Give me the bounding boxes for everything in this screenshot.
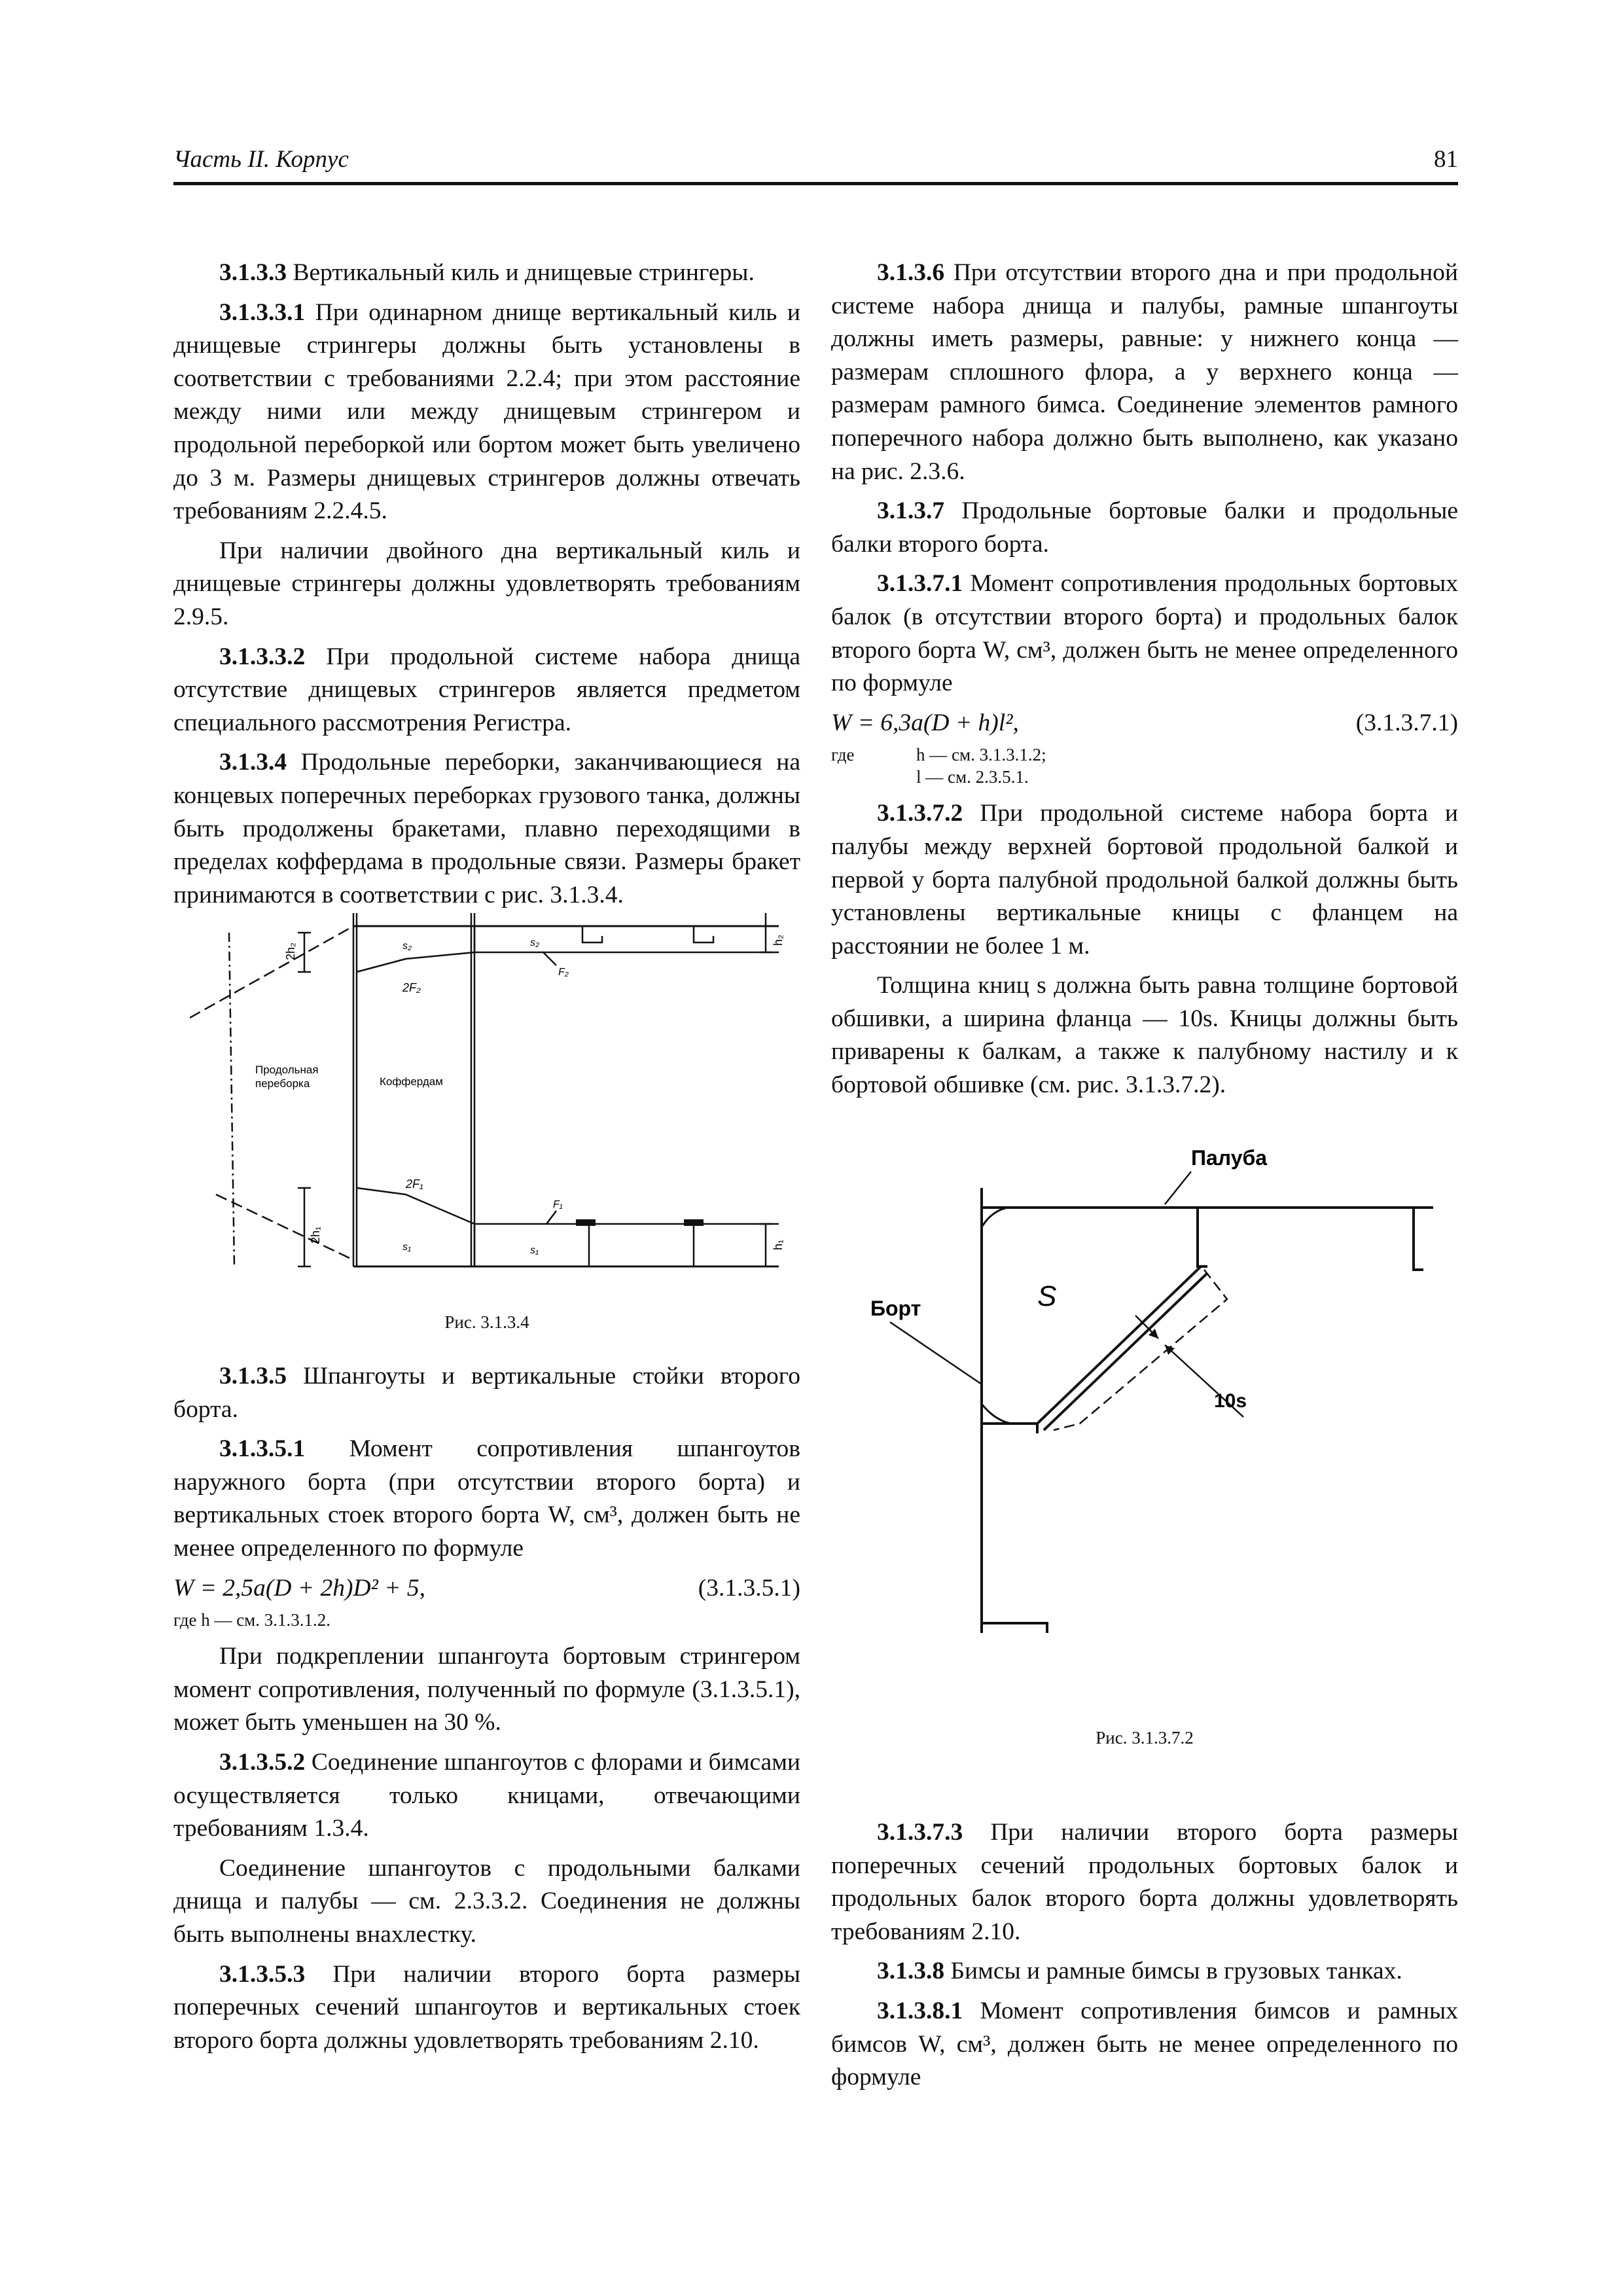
paragraph: 3.1.3.8 Бимсы и рамные бимсы в грузовых танках. [877,1958,1402,1985]
formula-reference: (3.1.3.7.1) [1355,709,1458,736]
label-side-shell: Борт [870,1297,921,1320]
label-10s: 10s [1214,1390,1247,1412]
formula-expression: W = 6,3a(D + h)l², [831,709,1019,736]
running-title: Часть II. Корпус [173,146,349,173]
figure-cofferdam-diagram [190,913,798,1280]
label-s: S [1037,1280,1057,1312]
left-column-bottom [173,1360,800,2064]
paragraph: 3.1.3.5.1 Момент сопротивления шпангоутов наружного борта (при отсутствии второго борта) и вертикальных стоек второго борта W, см³, должен быть не менее определенного по формуле [173,1435,800,1562]
page-header [173,143,1458,185]
paragraph: 3.1.3.7.2 При продольной системе набора борта и палубы между верхней бортовой продольной балкой и первой у борта палубной продольной балкой должны быть установлены вертикальные кницы с фланцем на расстоянии не более 1 м. [831,800,1458,960]
label-longitudinal-bulkhead: переборка [255,1077,310,1090]
paragraph: 3.1.3.4 Продольные переборки, заканчивающиеся на концевых поперечных переборках грузового танка, должны быть продолжены бракетами, плавно переходящими в пределах коффердама в продольные связи. Размеры бракет принимаются в соответствии с рис. 3.1.3.4. [173,749,800,908]
label-deck: Палуба [1191,1146,1268,1170]
paragraph: 3.1.3.5.2 Соединение шпангоутов с флорами и бимсами осуществляется только кницами, отвечающими требованиям 1.3.4. [173,1748,800,1842]
formula-legend: где h — см. 3.1.3.1.2; l — см. 2.3.5.1. [831,745,1046,787]
label-s2: s₂ [402,941,412,952]
formula [173,1572,800,1605]
paragraph: 3.1.3.3.1 При одинарном днище вертикальный киль и днищевые стрингеры должны быть установлены в соответствии с требованиями 2.2.4; при этом расстояние между ними или между днищевым стрингером и продольной переборкой или бортом может быть увеличено до 3 м. Размеры днищевых стрингеров должны отвечать требованиям 2.2.4.5. [173,298,800,525]
formula-reference: (3.1.3.5.1) [698,1574,800,1602]
paragraph: Толщина книц s должна быть равна толщине бортовой обшивки, а ширина фланца — 10s. Кницы должны быть приварены к балкам, а также к палубному настилу и к бортовой обшивке (см. рис. 3.1.3.7.2). [831,972,1458,1099]
formula-expression: W = 2,5a(D + 2h)D² + 5, [173,1574,426,1602]
paragraph: Соединение шпангоутов с продольными балками днища и палубы — см. 2.3.3.2. Соединения не должны быть выполнены внахлестку. [173,1854,800,1948]
right-column-bottom [831,1816,1458,2101]
label-s2: s₂ [530,937,540,948]
figure-caption: Рис. 3.1.3.4 [444,1312,529,1332]
label-F2: F₂ [558,967,569,978]
paragraph: При подкреплении шпангоута бортовым стрингером момент сопротивления, полученный по формуле (3.1.3.5.1), может быть уменьшен на 30 %. [173,1643,800,1736]
label-cofferdam: Коффердам [380,1075,443,1088]
dim-label-2h2: 2h₂ [284,942,297,960]
paragraph: 3.1.3.7.3 При наличии второго борта размеры поперечных сечений продольных бортовых балок и продольных балок второго борта должны удовлетворять требованиям 2.10. [831,1819,1458,1945]
page-number: 81 [1434,146,1458,173]
dim-label-h2: h₂ [772,935,785,946]
label-s1: s₁ [402,1242,412,1253]
formula-legend: где h — см. 3.1.3.1.2. [173,1610,331,1630]
paragraph: 3.1.3.6 При отсутствии второго дна и при продольной системе набора днища и палубы, рамные шпангоуты должны иметь размеры, равные: у нижнего конца — размерам сплошного флора, а у верхнего конца — размерам рамного бимса. Соединение элементов рамного поперечного набора должно быть выполнено, как указано на рис. 2.3.6. [831,259,1458,485]
label-2F1: 2F₁ [406,1177,423,1191]
paragraph: 3.1.3.3 Вертикальный киль и днищевые стрингеры. [219,259,755,286]
label-2F2: 2F₂ [402,981,421,994]
paragraph: 3.1.3.5 Шпангоуты и вертикальные стойки второго борта. [173,1363,800,1423]
dim-label-2h1: 2h₁ [309,1226,322,1244]
right-column-top [831,257,1458,1109]
paragraph: 3.1.3.3.2 При продольной системе набора днища отсутствие днищевых стрингеров является предметом специального рассмотрения Регистра. [173,643,800,736]
left-column-top [173,257,800,918]
figure-caption: Рис. 3.1.3.7.2 [1096,1728,1194,1748]
label-F1: F₁ [553,1199,563,1210]
label-longitudinal-bulkhead: Продольная [255,1064,319,1076]
formula [831,707,1458,740]
figure-bracket-diagram [851,1136,1459,1698]
paragraph: 3.1.3.7 Продольные бортовые балки и продольные балки второго борта. [831,497,1458,558]
paragraph: При наличии двойного дна вертикальный киль и днищевые стрингеры должны удовлетворять требованиям 2.9.5. [173,537,800,630]
paragraph: 3.1.3.5.3 При наличии второго борта размеры поперечных сечений шпангоутов и вертикальных стоек второго борта должны удовлетворять требованиям 2.10. [173,1960,800,2054]
dim-label-h1: h₁ [772,1239,785,1250]
paragraph: 3.1.3.8.1 Момент сопротивления бимсов и рамных бимсов W, см³, должен быть не менее определенного по формуле [831,1997,1458,2091]
paragraph: 3.1.3.7.1 Момент сопротивления продольных бортовых балок (в отсутствии второго борта) и продольных балок второго борта W, см³, должен быть не менее определенного по формуле [831,570,1458,697]
label-s1: s₁ [530,1245,539,1256]
